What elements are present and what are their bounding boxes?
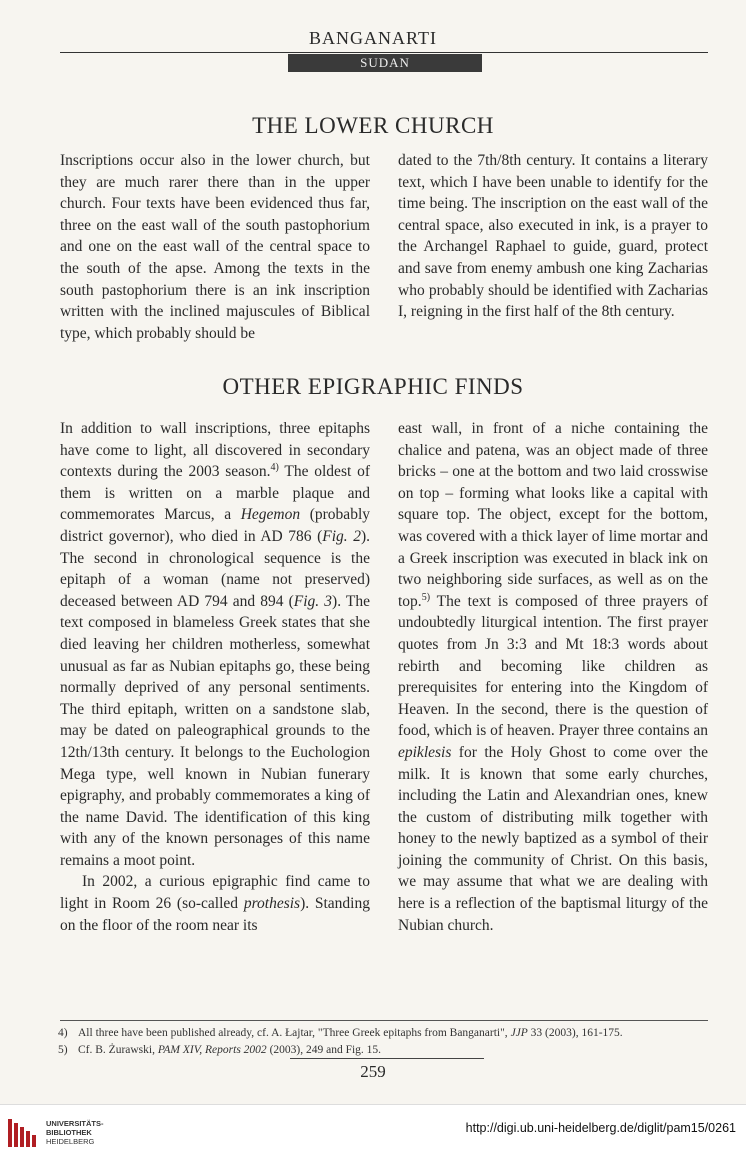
text-run: 33 (2003), 161-175. [527,1027,623,1039]
text-run: (probably district governor), who died in AD 786 ( [60,506,370,545]
footnotes [58,1025,718,1059]
text-run: ). The text composed in blameless Greek states that she died leaving her children motherless, somewhat unusual as far as Nubian epitaphs go, these being normally deprived of any personal sentiments. The third epitaph, written on a sandstone slab, may be dated on paleographical grounds to the 12th/13th century. It belongs to the Euchologion Mega type, well known in Nubian funerary epigraphy, and probably commemorates a king of the name David. The identification of this king with any of the known personages of this name remains a moot point. [60,592,370,869]
other-finds-left-paragraph-2 [60,871,370,936]
text-run: ). Standing on the floor of the room near its [60,895,370,934]
page-number: 259 [360,1062,386,1081]
other-finds-left-column [60,418,370,936]
running-header-subtitle: SUDAN [288,54,482,72]
italic-term: PAM XIV, Reports 2002 [157,1044,267,1056]
footnote-5 [58,1042,718,1059]
italic-term: epiklesis [398,743,452,761]
footnote-4 [58,1025,718,1042]
lower-church-left-text: Inscriptions occur also in the lower church, but they are much rarer there than in the upper church. Four texts have been evidenced thus far, three on the east wall of the south pastophorium and one on the east wall of the central space to the south of the apse. Among the texts in the south pastophorium there is an ink inscription written with the inclined majuscules of Biblical type, which probably should be [60,152,370,342]
figure-ref-2[interactable]: Fig. 2 [322,527,361,545]
header-rule [60,52,708,53]
italic-term: prothesis [243,895,301,913]
section-heading-other-finds: OTHER EPIGRAPHIC FINDS [222,374,524,399]
permalink-url[interactable]: http://digi.ub.uni-heidelberg.de/diglit/pam15/0261 [465,1121,736,1135]
logo-line: HEIDELBERG [46,1137,95,1146]
figure-ref-3[interactable]: Fig. 3 [293,592,333,610]
footnote-ref-4[interactable]: 4) [270,462,279,474]
footnote-number: 4) [58,1027,68,1039]
text-run: In 2002, a curious epigraphic find came to light in Room 26 (so-called [60,873,370,913]
other-finds-left-paragraph-1 [60,418,370,871]
running-header-title: BANGANARTI [309,28,437,48]
text-run: (2003), 249 and Fig. 15. [266,1044,382,1056]
footnote-text [78,1025,623,1042]
footnote-number: 5) [58,1044,68,1056]
text-run: east wall, in front of a niche containing the chalice and patena, was an object made of three bricks – one at the bottom and two laid crosswise on top – forming what looks like a capital with square top. The object, except for the bottom, was covered with a thick layer of lime mortar and a Greek inscription was executed in black ink on two neighboring side surfaces, as well as on the top. [398,420,708,610]
text-run: for the Holy Ghost to come over the milk. It is known that some early churches, including the Latin and Alexandrian ones, knew the custom of distributing milk together with honey to the newly baptized as a symbol of their joining the community of Christ. On this basis, we may assume that what we are dealing with here is a reflection of the baptismal liturgy of the Nubian church. [398,743,708,934]
text-run: In addition to wall inscriptions, three epitaphs have come to light, all discovered in secondary contexts during the 2003 season. [60,420,370,481]
library-logo-icon [6,1115,40,1151]
text-run: Cf. B. Żurawski, [78,1044,158,1056]
footnote-rule [60,1020,708,1021]
library-logo[interactable] [6,1113,146,1153]
section-heading-lower-church: THE LOWER CHURCH [252,113,494,138]
lower-church-right-text: dated to the 7th/8th century. It contains a literary text, which I have been unable to identify for the time being. The inscription on the east wall of the central space, also executed in ink, is a prayer to the Archangel Raphael to guide, guard, protect and save from enemy ambush one king Zacharias who probably should be identified with Zacharias I, reigning in the first half of the 8th century. [398,152,708,321]
text-run: All three have been published already, cf. A. Łajtar, "Three Greek epitaphs from Banganarti", [78,1027,511,1039]
logo-line: BIBLIOTHEK [46,1128,92,1137]
lower-church-left-column [60,150,370,344]
footnote-text [78,1042,381,1059]
text-run: ). The second in chronological sequence is the epitaph of a woman (name not preserved) deceased between AD 794 and 894 ( [60,527,370,610]
logo-line: UNIVERSITÄTS- [46,1119,104,1128]
digitization-footer [0,1104,746,1160]
library-logo-text [46,1119,104,1146]
page-number-rule [290,1058,484,1059]
footnote-ref-5[interactable]: 5) [421,591,431,603]
lower-church-right-column [398,150,708,323]
italic-term: Hegemon [240,506,301,524]
italic-term: JJP [510,1027,528,1039]
text-run: The text is composed of three prayers of undoubtedly liturgical intention. The first prayer quotes from Jn 3:3 and Mt 18:3 words about rebirth and becoming like children as prerequisites for entering into the Kingdom of Heaven. In the second, there is the question of food, which is of heaven. Prayer three contains an [398,592,708,740]
other-finds-right-paragraph [398,418,708,936]
text-run: The oldest of them is written on a marble plaque and commemorates Marcus, a [60,463,370,524]
other-finds-right-column [398,418,708,936]
